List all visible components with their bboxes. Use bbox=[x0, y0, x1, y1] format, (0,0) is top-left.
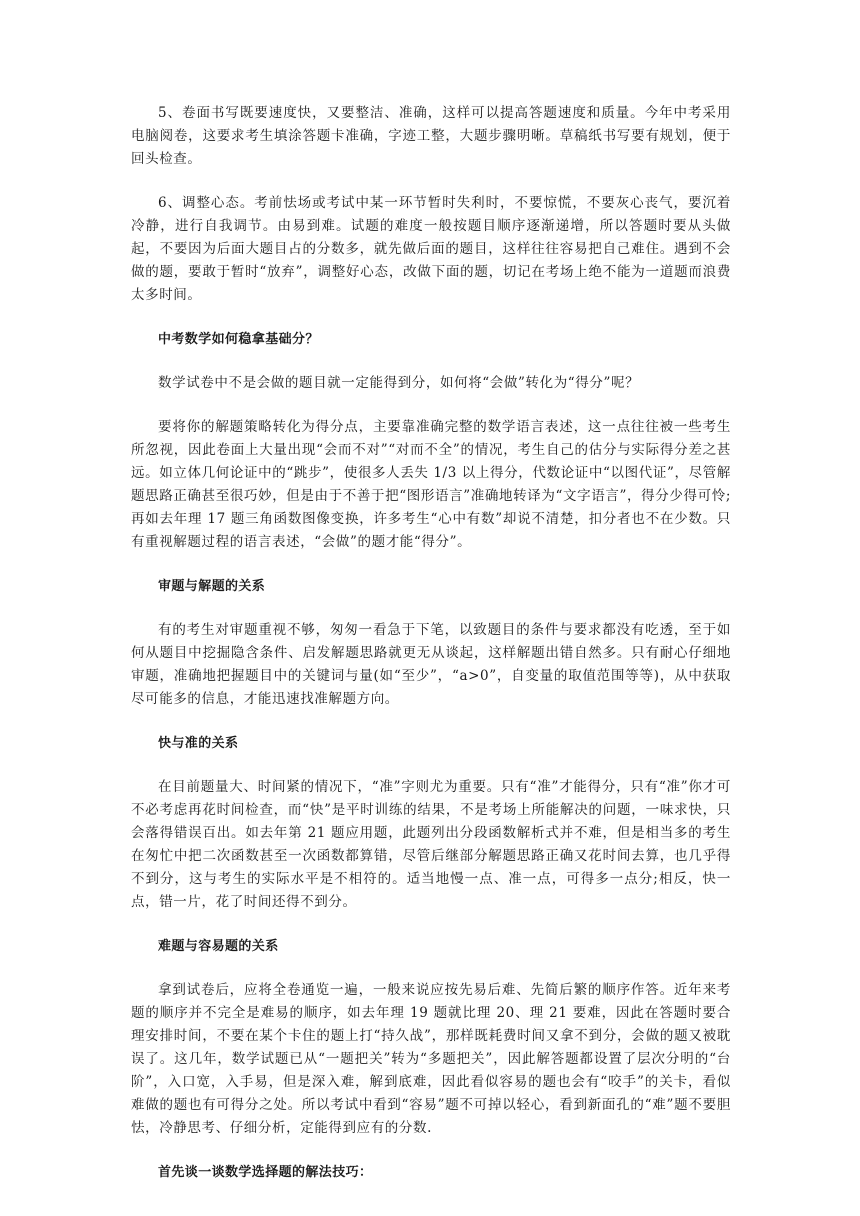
paragraph-language-expression: 要将你的解题策略转化为得分点，主要靠准确完整的数学语言表述，这一点往往被一些考生所忽视，因此卷面上大量出现“会而不对”“对而不全”的情况，考生自己的估分与实际得分差之甚远。如立体几何论证中的“跳步”，使很多人丢失 1/3 以上得分，代数论证中“以图代证”，尽管解题思路正确甚至很巧妙，但是由于不善于把“图形语言”准确地转译为“文字语言”，得分少得可怜;再如去年理 17 题三角函数图像变换，许多考生“心中有数”却说不清楚，扣分者也不在少数。只有重视解题过程的语言表述，“会做”的题才能“得分”。 bbox=[131, 419, 731, 550]
paragraph-item-6-mindset: 6、调整心态。考前怯场或考试中某一环节暂时失利时，不要惊慌，不要灰心丧气，要沉着冷静，进行自我调节。由易到难。试题的难度一般按题目顺序逐渐递增，所以答题时要从头做起，不要因为后面大题目占的分数多，就先做后面的题目，这样往往容易把自己难住。遇到不会做的题，要敢于暂时“放弃”，调整好心态，改做下面的题，切记在考场上绝不能为一道题而浪费太多时间。 bbox=[131, 195, 731, 303]
section-heading-basic-score: 中考数学如何稳拿基础分？ bbox=[158, 332, 319, 347]
paragraph-hard-easy: 拿到试卷后，应将全卷通览一遍，一般来说应按先易后难、先简后繁的顺序作答。近年来考题的顺序并不完全是难易的顺序，如去年理 19 题就比理 20、理 21 要难，因此在答题时要合理安排时间，不要在某个卡住的题上打“持久战”，那样既耗费时间又拿不到分，会做的题又被耽误了。这几年，数学试题已从“一题把关”转为“多题把关”，因此解答题都设置了层次分明的“台阶”，入口宽，入手易，但是深入难，解到底难，因此看似容易的题也会有“咬手”的关卡，看似难做的题也有可得分之处。所以考试中看到“容易”题不可掉以轻心，看到新面孔的“难”题不要胆怯，冷静思考、仔细分析，定能得到应有的分数. bbox=[131, 982, 731, 1136]
section-heading-speed-accuracy: 快与准的关系 bbox=[158, 736, 239, 751]
paragraph-reading-solving: 有的考生对审题重视不够，匆匆一看急于下笔，以致题目的条件与要求都没有吃透，至于如何从题目中挖掘隐含条件、启发解题思路就更无从谈起，这样解题出错自然多。只有耐心仔细地审题，准确地把握题目中的关键词与量(如“至少”，“a>0”，自变量的取值范围等等)，从中获取尽可能多的信息，才能迅速找准解题方向。 bbox=[131, 622, 731, 707]
paragraph-question: 数学试卷中不是会做的题目就一定能得到分，如何将“会做”转化为“得分”呢？ bbox=[158, 375, 640, 391]
section-heading-hard-easy: 难题与容易题的关系 bbox=[158, 939, 279, 954]
paragraph-item-5-writing: 5、卷面书写既要速度快，又要整洁、准确，这样可以提高答题速度和质量。今年中考采用电脑阅卷，这要求考生填涂答题卡准确，字迹工整，大题步骤明晰。草稿纸书写要有规划，便于回头检查。 bbox=[131, 105, 731, 167]
section-heading-choice-questions: 首先谈一谈数学选择题的解法技巧： bbox=[158, 1165, 373, 1180]
paragraph-speed-accuracy: 在目前题量大、时间紧的情况下，“准”字则尤为重要。只有“准”才能得分，只有“准”你才可不必考虑再花时间检查，而“快”是平时训练的结果，不是考场上所能解决的问题，一味求快，只会落得错误百出。如去年第 21 题应用题，此题列出分段函数解析式并不难，但是相当多的考生在匆忙中把二次函数甚至一次函数都算错，尽管后继部分解题思路正确又花时间去算，也几乎得不到分，这与考生的实际水平是不相符的。适当地慢一点、准一点，可得多一点分;相反，快一点，错一片，花了时间还得不到分。 bbox=[131, 779, 731, 910]
document-body bbox=[131, 102, 731, 1205]
section-heading-reading-solving: 审题与解题的关系 bbox=[158, 579, 266, 594]
